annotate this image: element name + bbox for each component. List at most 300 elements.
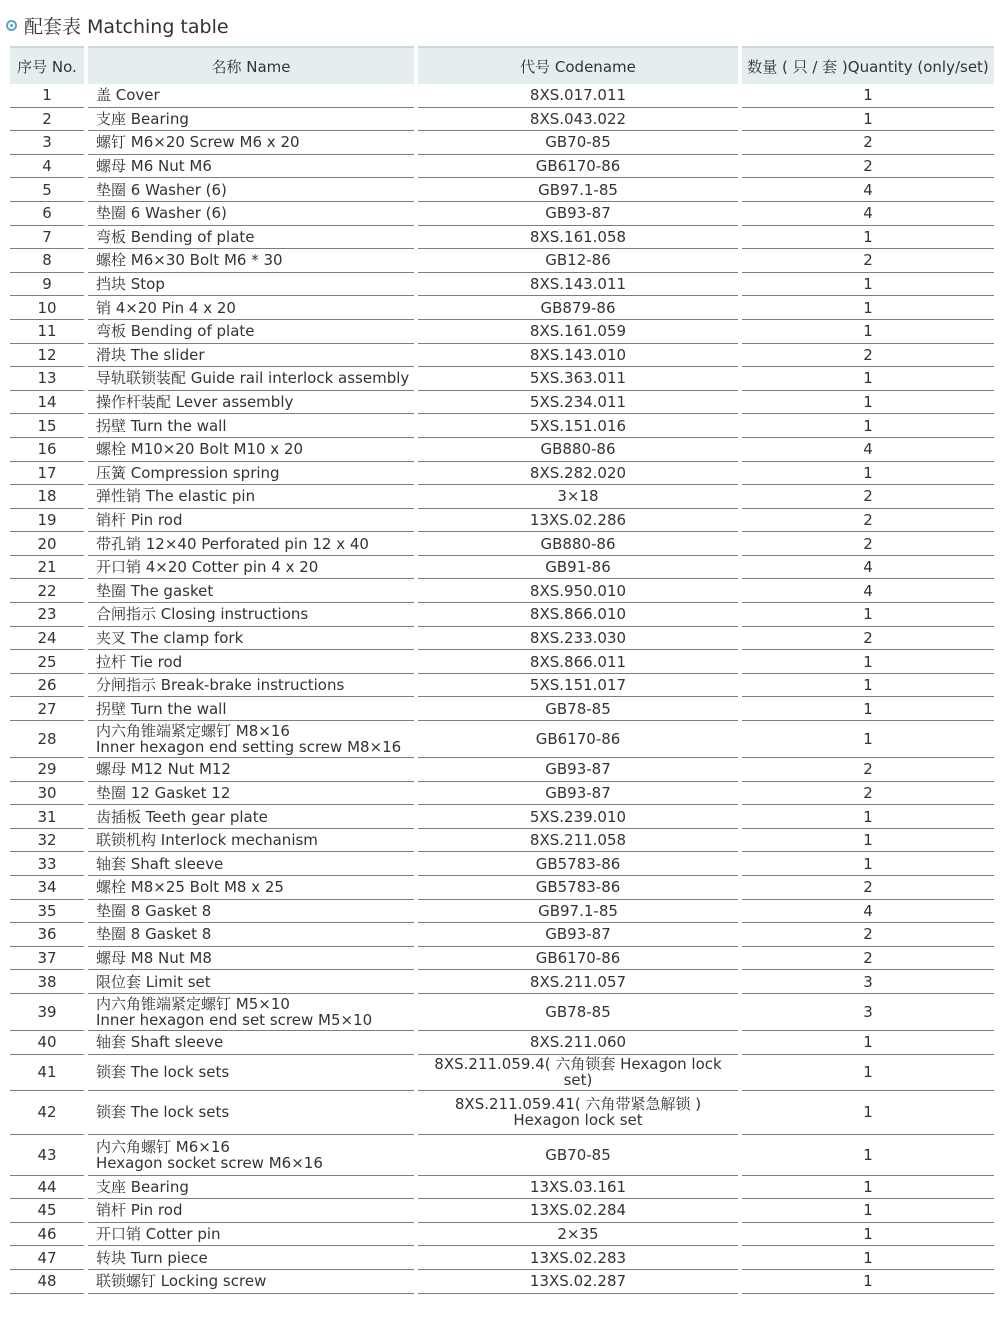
- cell-name: [88, 273, 414, 297]
- table-row: [10, 391, 994, 415]
- cell-no: 20: [10, 532, 84, 556]
- cell-no: 22: [10, 579, 84, 603]
- cell-name-line: 垫圈 12 Gasket 12: [96, 783, 231, 802]
- cell-code-line: 8XS.143.010: [529, 345, 627, 364]
- cell-qty: 1: [742, 391, 994, 415]
- cell-name-line: 开口销 4×20 Cotter pin 4 x 20: [96, 558, 319, 577]
- table-row: [10, 876, 994, 900]
- cell-no: 31: [10, 805, 84, 829]
- cell-code: [418, 758, 738, 782]
- table-row: [10, 970, 994, 994]
- cell-name: [88, 320, 414, 344]
- cell-name: [88, 532, 414, 556]
- cell-name: [88, 485, 414, 509]
- table-row: [10, 320, 994, 344]
- table-row: [10, 485, 994, 509]
- cell-code: [418, 1199, 738, 1223]
- cell-code-line: 13XS.03.161: [529, 1177, 627, 1196]
- cell-name: [88, 131, 414, 155]
- table-row: [10, 1031, 994, 1055]
- cell-name-line: 垫圈 8 Gasket 8: [96, 901, 212, 920]
- cell-name-line: 齿插板 Teeth gear plate: [96, 807, 268, 826]
- cell-name: [88, 852, 414, 876]
- cell-qty: 1: [742, 721, 994, 758]
- cell-code-line: GB97.1-85: [538, 901, 618, 920]
- cell-code: [418, 674, 738, 698]
- cell-code: [418, 1246, 738, 1270]
- cell-qty: 2: [742, 627, 994, 651]
- cell-name: [88, 84, 414, 108]
- cell-code: [418, 1270, 738, 1294]
- cell-qty: 3: [742, 994, 994, 1031]
- cell-no: 18: [10, 485, 84, 509]
- table-row: [10, 1270, 994, 1294]
- table-row: [10, 178, 994, 202]
- table-row: [10, 226, 994, 250]
- cell-name: [88, 178, 414, 202]
- cell-no: 1: [10, 84, 84, 108]
- cell-code: [418, 438, 738, 462]
- cell-name: [88, 876, 414, 900]
- cell-code-line: GB6170-86: [535, 730, 621, 749]
- cell-name-line: 销 4×20 Pin 4 x 20: [96, 298, 236, 317]
- cell-name: [88, 226, 414, 250]
- cell-no: 29: [10, 758, 84, 782]
- cell-no: 36: [10, 923, 84, 947]
- cell-qty: 1: [742, 650, 994, 674]
- cell-qty: 3: [742, 970, 994, 994]
- cell-name: [88, 296, 414, 320]
- cell-code: [418, 462, 738, 486]
- cell-code-line: GB93-87: [545, 925, 611, 944]
- cell-code: [418, 273, 738, 297]
- header-name: 名称 Name: [88, 46, 414, 84]
- cell-no: 11: [10, 320, 84, 344]
- cell-code: [418, 876, 738, 900]
- cell-no: 8: [10, 249, 84, 273]
- cell-name-line: 内六角锥端紧定螺钉 M5×10: [96, 994, 290, 1013]
- cell-code: [418, 1031, 738, 1055]
- cell-qty: 1: [742, 1246, 994, 1270]
- cell-name: [88, 829, 414, 853]
- cell-qty: 2: [742, 876, 994, 900]
- cell-qty: 1: [742, 697, 994, 721]
- table-row: [10, 1246, 994, 1270]
- table-row: [10, 900, 994, 924]
- cell-name-line: 内六角螺钉 M6×16: [96, 1137, 230, 1156]
- cell-code: [418, 627, 738, 651]
- page-title-text: 配套表 Matching table: [24, 15, 229, 38]
- cell-code-line: GB5783-86: [535, 854, 621, 873]
- cell-name-line: 螺栓 M8×25 Bolt M8 x 25: [96, 878, 284, 897]
- cell-name: [88, 1199, 414, 1223]
- cell-qty: 1: [742, 108, 994, 132]
- cell-name: [88, 249, 414, 273]
- cell-name: [88, 697, 414, 721]
- cell-qty: 4: [742, 556, 994, 580]
- cell-name: [88, 414, 414, 438]
- cell-qty: 2: [742, 532, 994, 556]
- cell-no: 46: [10, 1223, 84, 1247]
- cell-code: [418, 900, 738, 924]
- table-row: [10, 509, 994, 533]
- cell-code-line: 8XS.866.011: [529, 652, 627, 671]
- cell-no: 28: [10, 721, 84, 758]
- cell-qty: 1: [742, 320, 994, 344]
- cell-code: [418, 391, 738, 415]
- cell-name: [88, 650, 414, 674]
- header-code: 代号 Codename: [418, 46, 738, 84]
- cell-code-line: GB6170-86: [535, 949, 621, 968]
- cell-code-line: GB880-86: [540, 440, 616, 459]
- cell-qty: 1: [742, 1223, 994, 1247]
- cell-no: 35: [10, 900, 84, 924]
- cell-qty: 1: [742, 414, 994, 438]
- cell-no: 12: [10, 344, 84, 368]
- cell-qty: 1: [742, 462, 994, 486]
- cell-qty: 4: [742, 579, 994, 603]
- cell-code: [418, 320, 738, 344]
- table-row: [10, 650, 994, 674]
- cell-code-line: 8XS.211.058: [529, 831, 627, 850]
- cell-no: 24: [10, 627, 84, 651]
- cell-qty: 1: [742, 829, 994, 853]
- cell-code-line: GB93-87: [545, 204, 611, 223]
- cell-qty: 2: [742, 485, 994, 509]
- cell-code-line: GB879-86: [540, 298, 616, 317]
- cell-code: [418, 1223, 738, 1247]
- cell-name: [88, 970, 414, 994]
- cell-name: [88, 509, 414, 533]
- cell-qty: 1: [742, 84, 994, 108]
- cell-code: [418, 1176, 738, 1200]
- table-row: [10, 202, 994, 226]
- cell-name-line: 螺钉 M6×20 Screw M6 x 20: [96, 133, 300, 152]
- cell-name-line: 弹性销 The elastic pin: [96, 487, 256, 506]
- cell-no: 39: [10, 994, 84, 1031]
- cell-code: [418, 1055, 738, 1091]
- table-row: [10, 829, 994, 853]
- cell-code-line: 5XS.234.011: [529, 393, 627, 412]
- cell-name: [88, 1223, 414, 1247]
- cell-code: [418, 829, 738, 853]
- cell-code-line: GB78-85: [545, 1002, 611, 1021]
- cell-qty: 1: [742, 296, 994, 320]
- cell-code: [418, 367, 738, 391]
- cell-name: [88, 923, 414, 947]
- cell-name-line: 联锁螺钉 Locking screw: [96, 1272, 267, 1291]
- cell-qty: 1: [742, 1091, 994, 1135]
- cell-name-line-2: Inner hexagon end set screw M5×10: [96, 1010, 373, 1029]
- cell-code: [418, 697, 738, 721]
- table-row: [10, 1135, 994, 1176]
- cell-no: 21: [10, 556, 84, 580]
- cell-qty: 2: [742, 782, 994, 806]
- cell-code: [418, 556, 738, 580]
- table-row: [10, 462, 994, 486]
- cell-name: [88, 556, 414, 580]
- cell-name-line: 销杆 Pin rod: [96, 510, 183, 529]
- cell-name: [88, 603, 414, 627]
- cell-code: [418, 579, 738, 603]
- cell-no: 9: [10, 273, 84, 297]
- table-row: [10, 674, 994, 698]
- cell-code-line: 8XS.161.059: [529, 322, 627, 341]
- cell-qty: 2: [742, 947, 994, 971]
- cell-code-line: 5XS.363.011: [529, 369, 627, 388]
- table-header-row: [10, 46, 994, 84]
- cell-name-line: 弯板 Bending of plate: [96, 322, 255, 341]
- table-row: [10, 1091, 994, 1135]
- cell-no: 33: [10, 852, 84, 876]
- cell-name: [88, 1031, 414, 1055]
- cell-name: [88, 1055, 414, 1091]
- page-title: [6, 10, 229, 40]
- cell-qty: 2: [742, 155, 994, 179]
- cell-code: [418, 108, 738, 132]
- table-row: [10, 438, 994, 462]
- cell-name-line: 内六角锥端紧定螺钉 M8×16: [96, 722, 290, 741]
- cell-code-line: GB12-86: [545, 251, 611, 270]
- cell-code: [418, 1091, 738, 1135]
- cell-name: [88, 758, 414, 782]
- cell-no: 25: [10, 650, 84, 674]
- cell-name: [88, 1091, 414, 1135]
- cell-qty: 1: [742, 1199, 994, 1223]
- cell-name-line: 垫圈 The gasket: [96, 581, 214, 600]
- cell-no: 40: [10, 1031, 84, 1055]
- cell-code-line: 8XS.233.030: [529, 628, 627, 647]
- cell-no: 5: [10, 178, 84, 202]
- cell-name-line: 弯板 Bending of plate: [96, 227, 255, 246]
- cell-name-line: 垫圈 6 Washer (6): [96, 204, 227, 223]
- table-row: [10, 697, 994, 721]
- cell-code-line: 8XS.211.060: [529, 1033, 627, 1052]
- cell-name: [88, 627, 414, 651]
- cell-name: [88, 1176, 414, 1200]
- table-row: [10, 994, 994, 1031]
- cell-no: 41: [10, 1055, 84, 1091]
- table-row: [10, 131, 994, 155]
- table-row: [10, 603, 994, 627]
- cell-code: [418, 344, 738, 368]
- cell-code: [418, 485, 738, 509]
- cell-no: 27: [10, 697, 84, 721]
- cell-code-line: 13XS.02.287: [529, 1272, 627, 1291]
- cell-no: 19: [10, 509, 84, 533]
- table-row: [10, 721, 994, 758]
- cell-name-line: 支座 Bearing: [96, 1177, 189, 1196]
- cell-name: [88, 344, 414, 368]
- cell-name-line: 夹叉 The clamp fork: [96, 628, 244, 647]
- cell-no: 34: [10, 876, 84, 900]
- cell-name-line: 挡块 Stop: [96, 275, 165, 294]
- cell-no: 26: [10, 674, 84, 698]
- cell-name-line: 开口销 Cotter pin: [96, 1225, 221, 1244]
- cell-name: [88, 1246, 414, 1270]
- cell-name-line: 锁套 The lock sets: [96, 1063, 230, 1082]
- cell-no: 23: [10, 603, 84, 627]
- table-row: [10, 556, 994, 580]
- cell-no: 38: [10, 970, 84, 994]
- cell-code-line: 8XS.161.058: [529, 227, 627, 246]
- table-row: [10, 344, 994, 368]
- cell-qty: 1: [742, 1031, 994, 1055]
- cell-code-line: GB93-87: [545, 783, 611, 802]
- cell-code-line: GB78-85: [545, 699, 611, 718]
- cell-no: 32: [10, 829, 84, 853]
- cell-name: [88, 155, 414, 179]
- cell-no: 47: [10, 1246, 84, 1270]
- cell-no: 16: [10, 438, 84, 462]
- table-body: [10, 84, 994, 1294]
- cell-code-line: 5XS.239.010: [529, 807, 627, 826]
- cell-name-line: 垫圈 6 Washer (6): [96, 180, 227, 199]
- cell-no: 17: [10, 462, 84, 486]
- table-row: [10, 273, 994, 297]
- cell-name-line: 螺栓 M6×30 Bolt M6 * 30: [96, 251, 283, 270]
- cell-name: [88, 1270, 414, 1294]
- cell-name-line: 支座 Bearing: [96, 109, 189, 128]
- cell-code-line: 8XS.017.011: [529, 86, 627, 105]
- circle-bullet-icon: [6, 20, 17, 31]
- table-row: [10, 1055, 994, 1091]
- cell-code: [418, 1135, 738, 1176]
- cell-qty: 4: [742, 202, 994, 226]
- cell-qty: 1: [742, 226, 994, 250]
- table-row: [10, 579, 994, 603]
- cell-code-line: 13XS.02.283: [529, 1248, 627, 1267]
- cell-code: [418, 721, 738, 758]
- cell-name: [88, 721, 414, 758]
- cell-code-line: 13XS.02.284: [529, 1201, 627, 1220]
- cell-code-line: GB93-87: [545, 760, 611, 779]
- cell-code: [418, 178, 738, 202]
- cell-code: [418, 155, 738, 179]
- cell-code-line: 8XS.950.010: [529, 581, 627, 600]
- cell-name-line-2: Hexagon socket screw M6×16: [96, 1153, 323, 1172]
- header-no: 序号 No.: [10, 46, 84, 84]
- table-row: [10, 249, 994, 273]
- header-qty: 数量 ( 只 / 套 )Quantity (only/set): [742, 46, 994, 84]
- cell-code-line: 8XS.143.011: [529, 275, 627, 294]
- cell-no: 6: [10, 202, 84, 226]
- cell-qty: 2: [742, 249, 994, 273]
- cell-code: [418, 509, 738, 533]
- cell-no: 30: [10, 782, 84, 806]
- cell-code-line: GB70-85: [545, 133, 611, 152]
- cell-code-line: 8XS.043.022: [529, 109, 627, 128]
- cell-no: 48: [10, 1270, 84, 1294]
- cell-no: 37: [10, 947, 84, 971]
- table-row: [10, 84, 994, 108]
- cell-code: [418, 970, 738, 994]
- cell-code: [418, 202, 738, 226]
- table-row: [10, 532, 994, 556]
- cell-code: [418, 532, 738, 556]
- table-row: [10, 923, 994, 947]
- table-row: [10, 296, 994, 320]
- cell-code: [418, 782, 738, 806]
- cell-name-line: 螺栓 M10×20 Bolt M10 x 20: [96, 440, 304, 459]
- cell-name-line: 锁套 The lock sets: [96, 1103, 230, 1122]
- table-row: [10, 782, 994, 806]
- table-row: [10, 155, 994, 179]
- cell-code: [418, 994, 738, 1031]
- cell-name-line: 轴套 Shaft sleeve: [96, 854, 224, 873]
- cell-qty: 1: [742, 367, 994, 391]
- cell-name: [88, 900, 414, 924]
- cell-name-line: 轴套 Shaft sleeve: [96, 1033, 224, 1052]
- cell-name: [88, 438, 414, 462]
- cell-name-line: 螺母 M8 Nut M8: [96, 949, 212, 968]
- cell-code-line: GB91-86: [545, 558, 611, 577]
- cell-code: [418, 650, 738, 674]
- cell-name-line: 销杆 Pin rod: [96, 1201, 183, 1220]
- cell-code: [418, 296, 738, 320]
- cell-code-line: 8XS.866.010: [529, 605, 627, 624]
- cell-qty: 1: [742, 852, 994, 876]
- cell-code-line-2: Hexagon lock set: [513, 1111, 643, 1130]
- cell-no: 43: [10, 1135, 84, 1176]
- cell-code: [418, 852, 738, 876]
- cell-qty: 1: [742, 603, 994, 627]
- cell-name-line: 限位套 Limit set: [96, 972, 211, 991]
- table-row: [10, 805, 994, 829]
- table-row: [10, 367, 994, 391]
- cell-name-line: 拐壁 Turn the wall: [96, 699, 227, 718]
- cell-code: [418, 226, 738, 250]
- cell-code: [418, 249, 738, 273]
- cell-qty: 1: [742, 805, 994, 829]
- cell-code-line: 5XS.151.016: [529, 416, 627, 435]
- cell-code-line: 8XS.211.057: [529, 972, 627, 991]
- cell-code-line: 5XS.151.017: [529, 676, 627, 695]
- cell-name-line: 带孔销 12×40 Perforated pin 12 x 40: [96, 534, 369, 553]
- cell-name-line-2: Inner hexagon end setting screw M8×16: [96, 738, 402, 757]
- cell-name-line: 拉杆 Tie rod: [96, 652, 183, 671]
- cell-no: 44: [10, 1176, 84, 1200]
- cell-name: [88, 462, 414, 486]
- cell-no: 2: [10, 108, 84, 132]
- cell-qty: 2: [742, 344, 994, 368]
- cell-name-line: 联锁机构 Interlock mechanism: [96, 831, 318, 850]
- cell-qty: 1: [742, 1270, 994, 1294]
- cell-name-line: 分闸指示 Break-brake instructions: [96, 676, 345, 695]
- cell-name: [88, 994, 414, 1031]
- cell-qty: 2: [742, 509, 994, 533]
- cell-no: 15: [10, 414, 84, 438]
- table-row: [10, 627, 994, 651]
- cell-code: [418, 923, 738, 947]
- cell-qty: 2: [742, 131, 994, 155]
- table-row: [10, 852, 994, 876]
- cell-qty: 2: [742, 758, 994, 782]
- cell-code-line: 8XS.282.020: [529, 463, 627, 482]
- cell-name-line: 拐壁 Turn the wall: [96, 416, 227, 435]
- table-row: [10, 758, 994, 782]
- cell-qty: 1: [742, 1176, 994, 1200]
- cell-no: 42: [10, 1091, 84, 1135]
- cell-code: [418, 84, 738, 108]
- cell-name-line: 操作杆装配 Lever assembly: [96, 393, 294, 412]
- cell-qty: 4: [742, 178, 994, 202]
- cell-name: [88, 367, 414, 391]
- table-row: [10, 1176, 994, 1200]
- cell-code-line: 13XS.02.286: [529, 510, 627, 529]
- cell-qty: 2: [742, 923, 994, 947]
- cell-name-line: 螺母 M6 Nut M6: [96, 157, 212, 176]
